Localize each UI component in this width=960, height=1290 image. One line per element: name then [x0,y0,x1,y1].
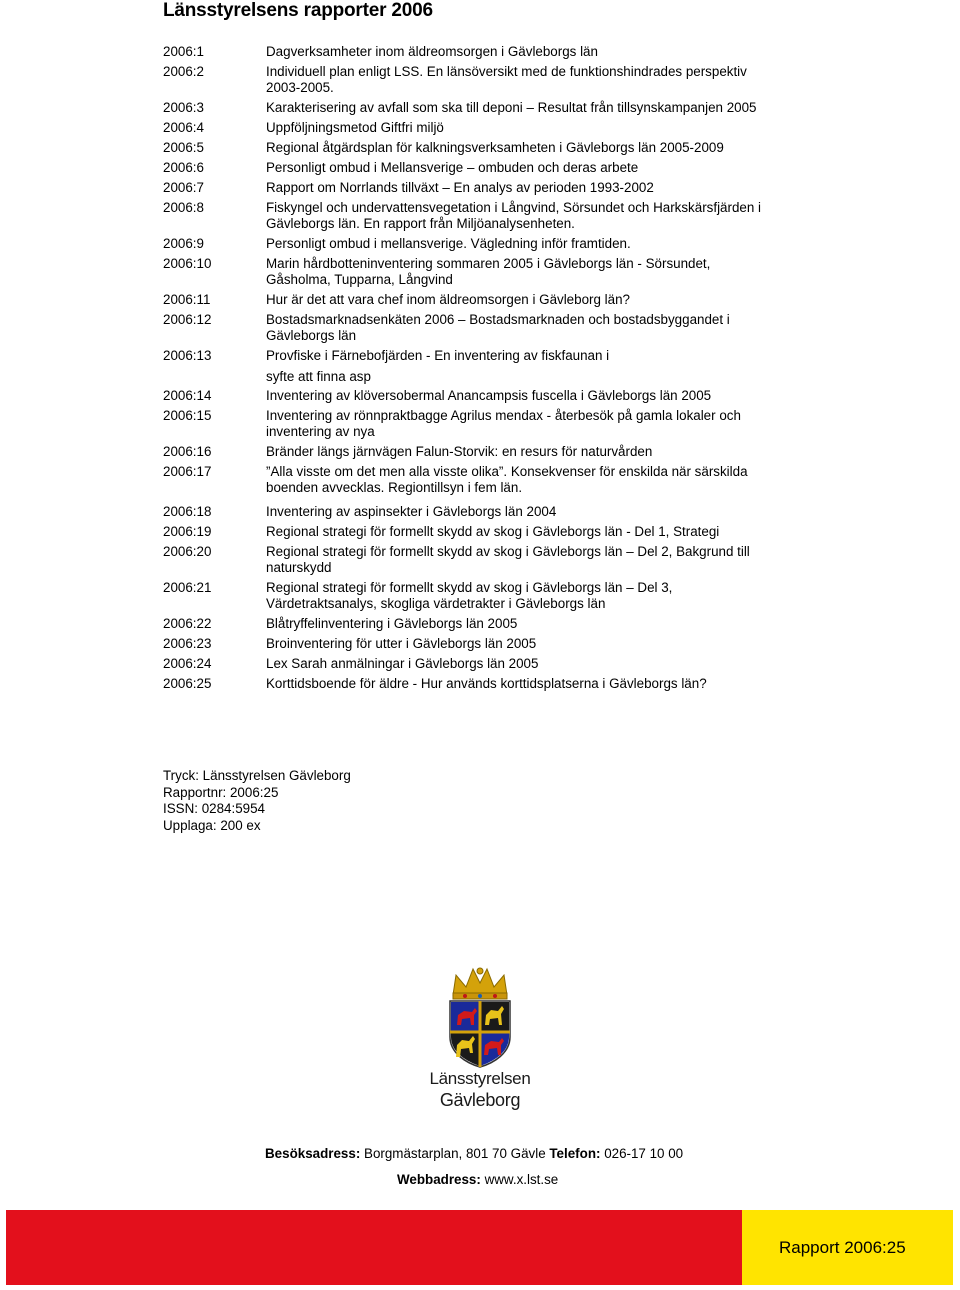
report-title-line: Individuell plan enligt LSS. En länsöversikt med de funktionshindrades perspektiv [266,64,747,79]
report-title [266,44,803,60]
report-title-line: Broinventering för utter i Gävleborgs län 2005 [266,636,537,651]
report-number: 2006:12 [163,312,212,327]
report-row [163,544,803,575]
report-number: 2006:5 [163,140,204,155]
report-title-line: Dagverksamheter inom äldreomsorgen i Gävleborgs län [266,44,598,59]
logo-name-line1: Länsstyrelsen [429,1069,531,1088]
phone-label: Telefon: [549,1146,601,1161]
imprint-print: Tryck: Länsstyrelsen Gävleborg [163,768,351,783]
report-title [266,636,803,652]
report-row [163,44,803,60]
report-row [163,64,803,95]
report-number: 2006:22 [163,616,212,631]
report-title-line: Gåsholma, Tupparna, Långvind [266,271,453,287]
report-row [163,580,803,611]
page-title: Länsstyrelsens rapporter 2006 [163,0,433,21]
report-title-line: naturskydd [266,559,332,575]
report-row [163,464,803,495]
report-title-line: Inventering av rönnpraktbagge Agrilus mendax - återbesök på gamla lokaler och [266,408,741,423]
report-title [266,676,803,692]
report-title-line: Personligt ombud i Mellansverige – ombuden och deras arbete [266,160,639,175]
report-title-line: Marin hårdbotteninventering sommaren 2005 i Gävleborgs län - Sörsundet, [266,256,711,271]
report-title-line: Regional åtgärdsplan för kalkningsverksamheten i Gävleborgs län 2005-2009 [266,140,724,155]
report-row [163,160,803,176]
report-row [163,616,803,632]
report-title [266,256,803,287]
contact-address-line [265,1146,683,1161]
report-row [163,120,803,136]
report-title-line: Värdetraktsanalys, skogliga värdetrakter i Gävleborgs län [266,595,606,611]
report-row [163,200,803,231]
report-number: 2006:18 [163,504,212,519]
report-row [163,312,803,343]
report-title [266,580,803,611]
web-address-value[interactable]: www.x.lst.se [484,1172,559,1187]
report-number: 2006:24 [163,656,212,671]
report-title-line: Rapport om Norrlands tillväxt – En analys av perioden 1993-2002 [266,180,654,195]
report-title-line: Gävleborgs län. En rapport från Miljöanalysenheten. [266,215,575,231]
report-title [266,140,803,156]
report-title [266,200,803,231]
report-row [163,504,803,520]
report-title-line: Bostadsmarknadsenkäten 2006 – Bostadsmarknaden och bostadsbyggandet i [266,312,730,327]
contact-web-line [397,1172,558,1187]
report-number: 2006:16 [163,444,212,459]
report-number: 2006:25 [163,676,212,691]
report-title-line: Inventering av aspinsekter i Gävleborgs län 2004 [266,504,557,519]
footer-report-label: Rapport 2006:25 [779,1238,906,1257]
phone-value: 026-17 10 00 [604,1146,684,1161]
report-title-line: Hur är det att vara chef inom äldreomsorgen i Gävleborg län? [266,292,630,307]
report-row [163,408,803,439]
report-row [163,256,803,287]
report-title-line: Regional strategi för formellt skydd av skog i Gävleborgs län – Del 2, Bakgrund till [266,544,750,559]
lansstyrelsen-logo [420,965,540,1115]
report-row [163,388,803,404]
report-title [266,180,803,196]
web-address-label: Webbadress: [397,1172,481,1187]
visit-address-label: Besöksadress: [265,1146,361,1161]
report-row [163,444,803,460]
footer-band-red [6,1210,742,1285]
report-title [266,160,803,176]
report-title [266,312,803,343]
report-title-line: Lex Sarah anmälningar i Gävleborgs län 2005 [266,656,539,671]
logo-name-line2: Gävleborg [439,1090,521,1110]
imprint [163,768,351,834]
report-title-line: Gävleborgs län [266,327,357,343]
report-row [163,676,803,692]
report-title-line: Inventering av klöversobermal Anancampsis fuscella i Gävleborgs län 2005 [266,388,712,403]
report-title [266,408,803,439]
report-title [266,504,803,520]
report-title-line: boenden avvecklas. Regiontillsyn i fem län. [266,479,523,495]
report-number: 2006:14 [163,388,212,403]
report-title-line: Korttidsboende för äldre - Hur används korttidsplatserna i Gävleborgs län? [266,676,707,691]
report-title [266,292,803,308]
report-row [163,236,803,252]
report-title [266,464,803,495]
report-title-line: Provfiske i Färnebofjärden - En inventering av fiskfaunan i [266,348,610,363]
report-title [266,64,803,95]
report-number: 2006:23 [163,636,212,651]
report-row [163,140,803,156]
report-title [266,388,803,404]
report-number: 2006:8 [163,200,204,215]
coat-of-arms-icon [420,965,540,1069]
report-number: 2006:6 [163,160,204,175]
report-title-line: syfte att finna asp [266,368,371,384]
report-number: 2006:21 [163,580,212,595]
imprint-edition: Upplaga: 200 ex [163,817,261,833]
report-title-line: Fiskyngel och undervattensvegetation i Långvind, Sörsundet och Harkskärsfjärden i [266,200,761,215]
report-title [266,544,803,575]
report-number: 2006:9 [163,236,204,251]
imprint-issn: ISSN: 0284:5954 [163,801,265,816]
report-row [163,292,803,308]
report-number: 2006:7 [163,180,204,195]
report-title-line: Regional strategi för formellt skydd av skog i Gävleborgs län – Del 3, [266,580,673,595]
report-title-line: ”Alla visste om det men alla visste olika”. Konsekvenser för enskilda när särskilda [266,464,748,479]
report-number: 2006:1 [163,44,204,59]
report-title [266,348,803,384]
report-title-line: Bränder längs järnvägen Falun-Storvik: en resurs för naturvården [266,444,653,459]
report-title-line: Personligt ombud i mellansverige. Vägledning inför framtiden. [266,236,631,251]
report-number: 2006:4 [163,120,204,135]
report-title [266,616,803,632]
visit-address-value: Borgmästarplan, 801 70 Gävle [364,1146,546,1161]
report-row [163,524,803,540]
report-number: 2006:11 [163,292,211,307]
report-number: 2006:10 [163,256,212,271]
report-title-line: 2003-2005. [266,79,334,95]
report-title-line: Regional strategi för formellt skydd av skog i Gävleborgs län - Del 1, Strategi [266,524,720,539]
report-row [163,656,803,672]
report-number: 2006:17 [163,464,212,479]
report-title-line: inventering av nya [266,423,375,439]
report-row [163,636,803,652]
report-number: 2006:2 [163,64,204,79]
imprint-report-number: Rapportnr: 2006:25 [163,784,279,800]
report-title-line: Uppföljningsmetod Giftfri miljö [266,120,444,135]
report-title [266,524,803,540]
report-title [266,120,803,136]
report-row [163,100,803,116]
report-number: 2006:3 [163,100,204,115]
crown-icon [453,968,507,999]
report-title [266,444,803,460]
report-row [163,180,803,196]
report-row [163,348,803,384]
report-title-line: Blåtryffelinventering i Gävleborgs län 2005 [266,616,518,631]
report-title [266,656,803,672]
report-title-line: Karakterisering av avfall som ska till deponi – Resultat från tillsynskampanjen 2005 [266,100,757,115]
report-title [266,100,803,116]
report-number: 2006:15 [163,408,212,423]
report-number: 2006:20 [163,544,212,559]
report-number: 2006:19 [163,524,212,539]
report-number: 2006:13 [163,348,212,363]
report-title [266,236,803,252]
